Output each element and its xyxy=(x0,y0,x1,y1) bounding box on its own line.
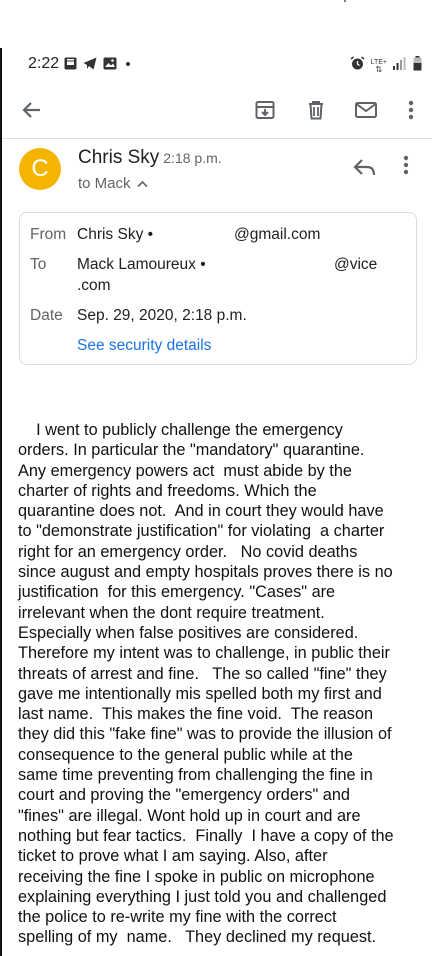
chevron-up-icon xyxy=(137,175,148,192)
body-line: irrelevant when the dont require treatment. xyxy=(18,603,325,622)
body-line: quarantine does not. And in court they would have xyxy=(18,502,384,521)
status-bar xyxy=(2,48,432,82)
body-line: orders. In particular the "mandatory" quarantine. xyxy=(18,441,365,460)
to-label: To xyxy=(30,256,47,273)
image-icon xyxy=(103,57,117,75)
body-line: last name. This makes the fine void. The reason xyxy=(18,705,374,724)
email-toolbar xyxy=(2,82,432,139)
message-body xyxy=(18,420,422,948)
body-line: I went to publicly challenge the emergency xyxy=(18,421,343,439)
body-line: spelling of my name. They declined my request. xyxy=(18,928,377,947)
calendar-icon xyxy=(64,57,77,75)
body-line: gave me intentionally mis spelled both my first and xyxy=(18,684,382,703)
body-line: since august and empty hospitals proves there is no xyxy=(18,563,393,582)
body-line: Any emergency powers act must abide by the xyxy=(18,461,352,480)
status-time: 2:22 xyxy=(28,55,60,72)
body-line: ticket to prove what I am saying. Also, after xyxy=(18,847,328,866)
message-header xyxy=(2,140,432,210)
lte-label: LTE+ xyxy=(370,59,387,66)
to-name: Mack Lamoureux • xyxy=(77,256,206,273)
message-time: 2:18 p.m. xyxy=(163,150,222,166)
from-label: From xyxy=(30,226,67,243)
reply-icon[interactable] xyxy=(352,156,382,182)
telegram-icon xyxy=(83,57,97,75)
sender-name: Chris Sky xyxy=(78,147,160,168)
to-email-part1: @vice xyxy=(334,256,378,273)
message-more-icon[interactable] xyxy=(402,154,422,184)
message-details-card xyxy=(19,212,417,365)
delete-icon[interactable] xyxy=(302,96,330,124)
archive-icon[interactable] xyxy=(251,96,279,124)
security-details-link[interactable]: See security details xyxy=(77,337,212,354)
alarm-icon xyxy=(350,56,365,76)
to-summary: to Mack xyxy=(78,175,131,192)
body-line: nothing but fear tactics. Finally I have a copy of the xyxy=(18,826,394,845)
body-line: same time preventing from challenging the fine in xyxy=(18,766,373,785)
body-line: receiving the fine I spoke in public on microphone xyxy=(18,867,375,886)
sender-avatar[interactable]: C xyxy=(19,148,61,190)
back-arrow-icon[interactable] xyxy=(18,96,46,124)
recipients-toggle[interactable] xyxy=(78,175,148,192)
body-line: consequence to the general public while at the xyxy=(18,745,353,764)
stray-dot xyxy=(344,0,346,2)
dot-icon xyxy=(123,57,133,75)
body-line: to "demonstrate justification" for violating a charter xyxy=(18,522,385,541)
to-email-part2: .com xyxy=(77,277,111,294)
body-line: court and proving the "emergency orders" and xyxy=(18,786,350,805)
more-vert-icon[interactable] xyxy=(397,96,425,124)
body-line: charter of rights and freedoms. Which the xyxy=(18,481,317,500)
lte-icon: LTE+ ⇅ xyxy=(370,59,387,74)
body-line: justification for this emergency. "Cases" are xyxy=(18,583,336,602)
body-line: the police to re-write my fine with the correct xyxy=(18,908,337,927)
body-line: Especially when false positives are considered. xyxy=(18,623,359,642)
body-line: explaining everything I just told you and challenged xyxy=(18,887,387,906)
body-line: Therefore my intent was to challenge, in public their xyxy=(18,644,390,663)
from-name: Chris Sky • xyxy=(77,226,154,243)
body-line: "fines" are illegal. Wont hold up in court and are xyxy=(18,806,361,825)
battery-icon xyxy=(413,56,422,76)
date-label: Date xyxy=(30,307,63,324)
mail-icon[interactable] xyxy=(352,96,380,124)
body-line: right for an emergency order. No covid deaths xyxy=(18,542,358,561)
screenshot-top-margin xyxy=(0,0,432,48)
date-value: Sep. 29, 2020, 2:18 p.m. xyxy=(77,307,247,324)
from-email: @gmail.com xyxy=(234,226,321,243)
signal-icon xyxy=(393,57,407,75)
body-line: they did this "fake fine" was to provide the illusion of xyxy=(18,725,392,744)
body-line: threats of arrest and fine. The so called "fine" they xyxy=(18,664,387,683)
sender-line xyxy=(78,147,222,169)
